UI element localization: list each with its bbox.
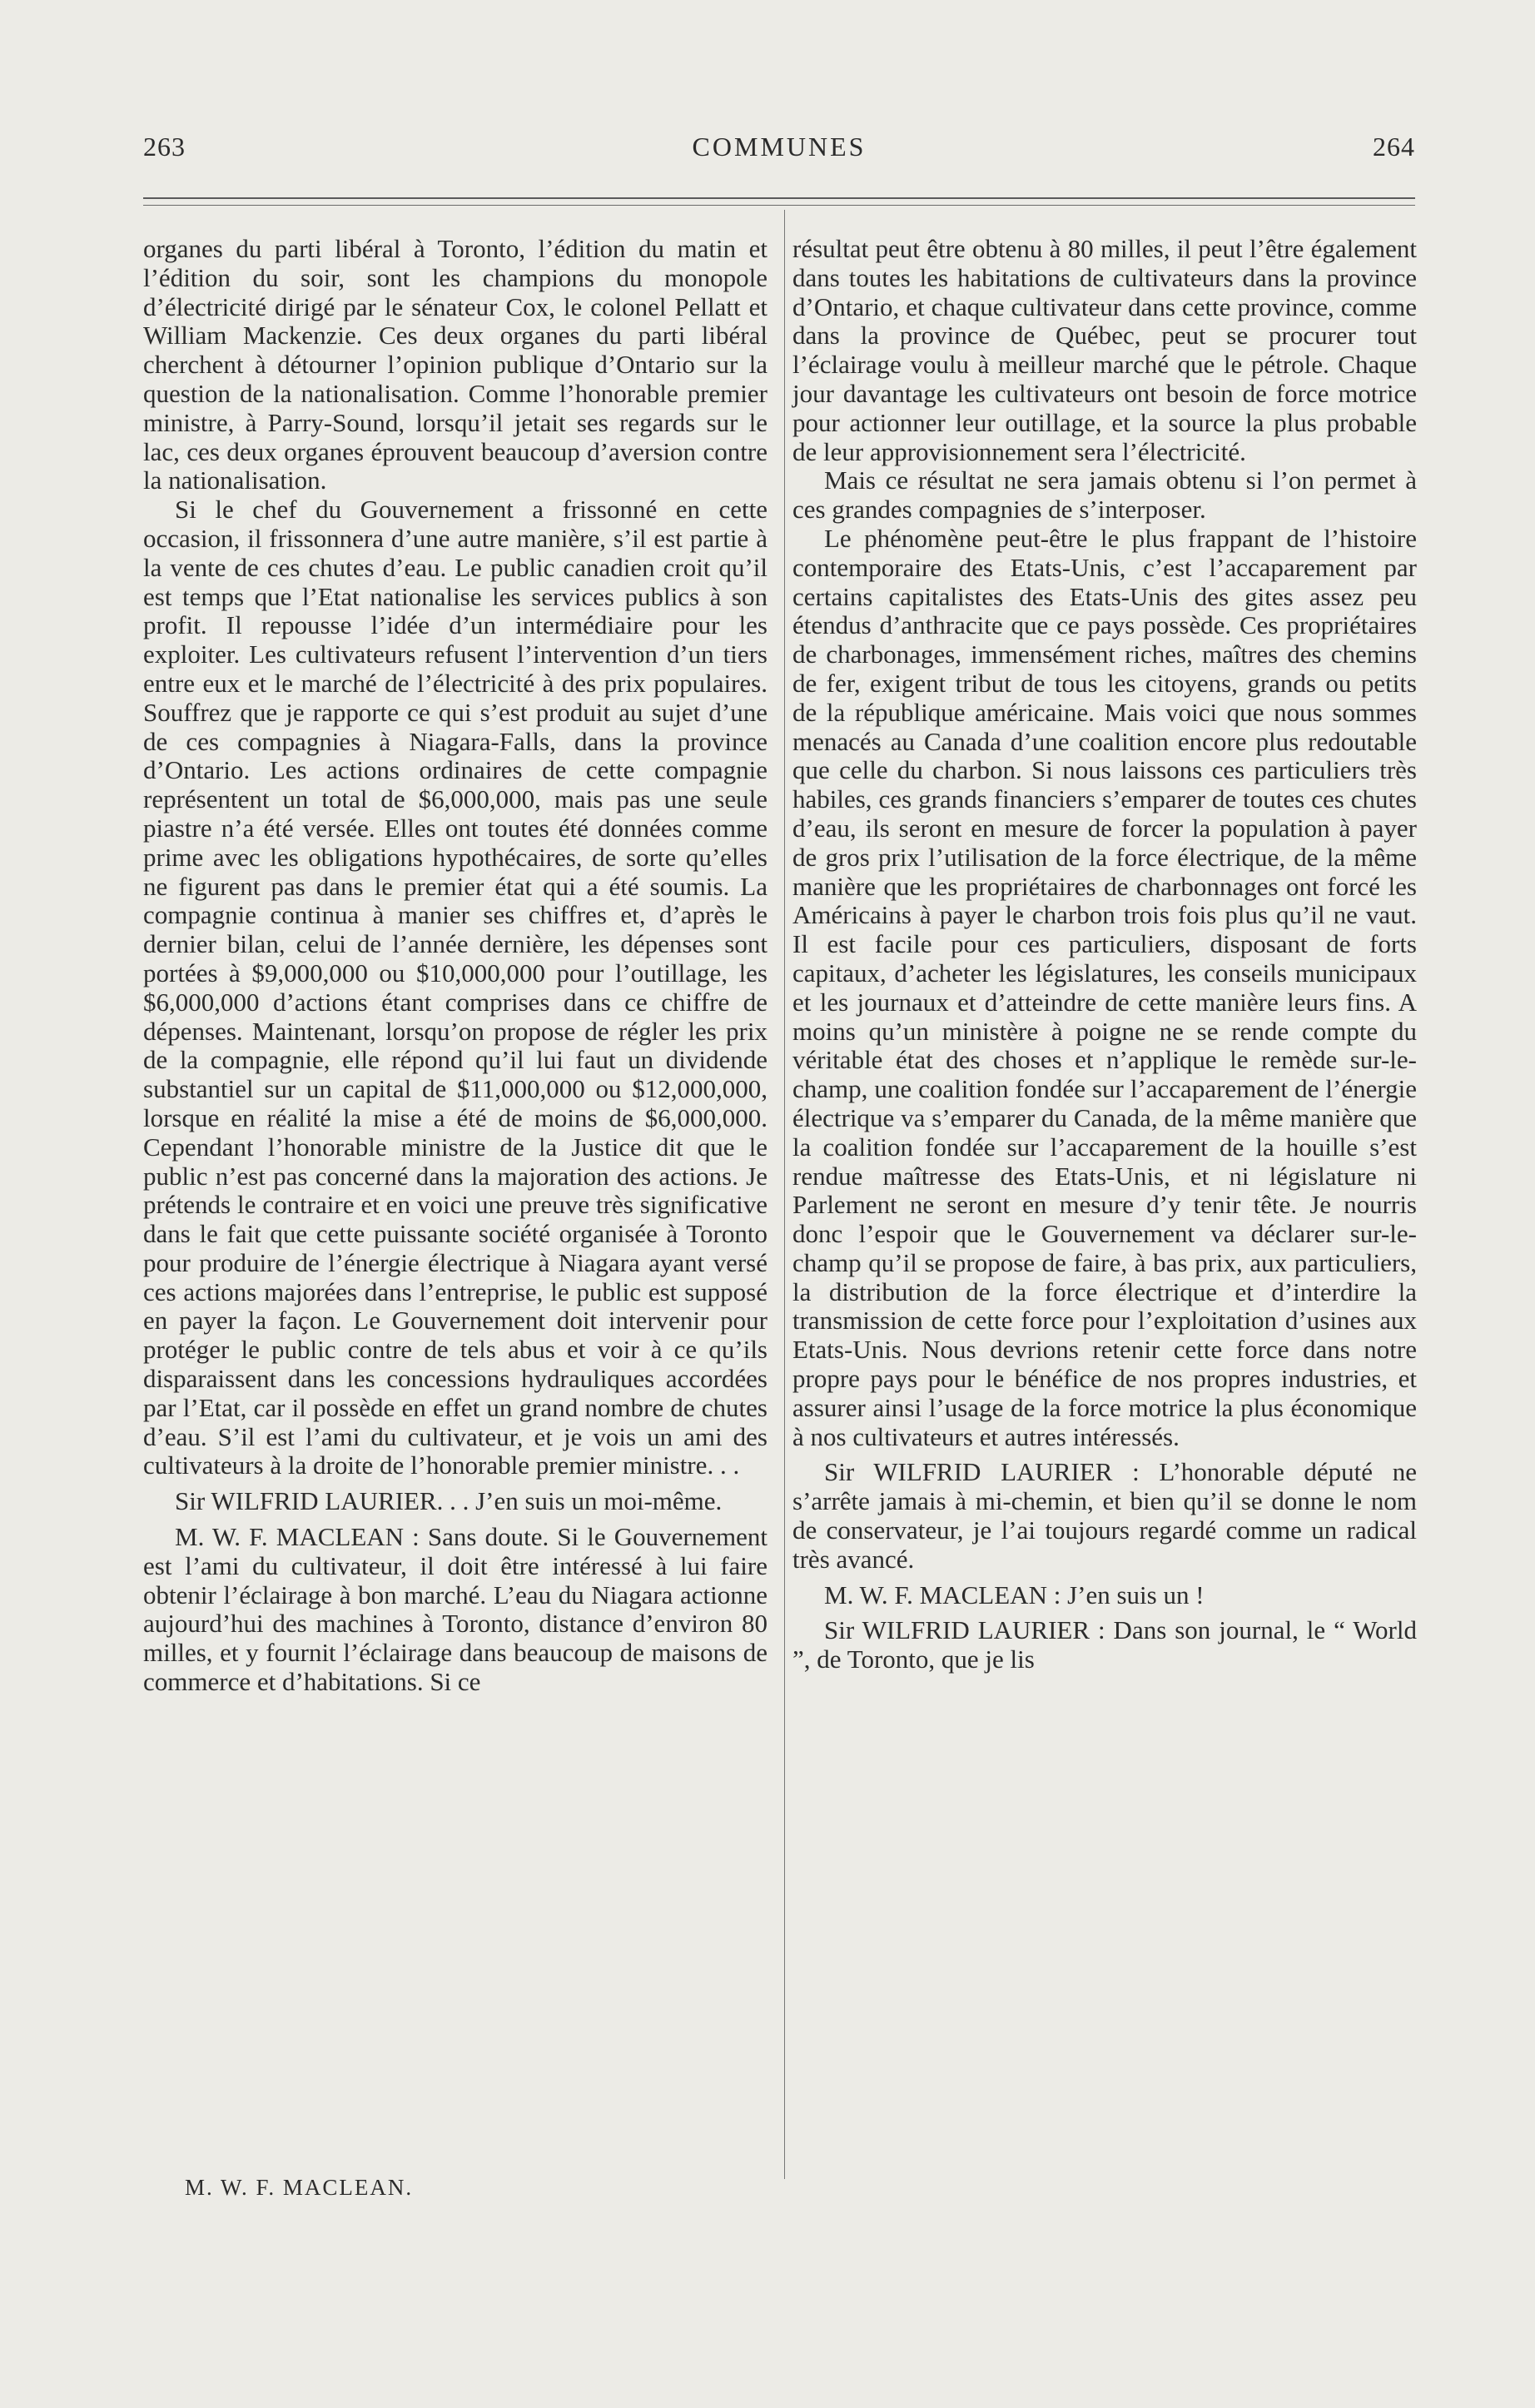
page-number-right: 264 [1373, 132, 1415, 162]
speaker-paragraph: M. W. F. MACLEAN : Sans doute. Si le Gouvernement est l’ami du cultivateur, il doit être intéressé à lui faire obtenir l’éclairage à bon marché. L’eau du Niagara actionne aujourd’hui des machines à Toronto, distance d’environ 80 milles, et y fournit l’éclairage dans beaucoup de maisons de commerce et d’habitations. Si ce [143, 1522, 768, 1697]
left-column [143, 235, 768, 1697]
column-divider [784, 210, 785, 2179]
header-rule-thin [143, 205, 1415, 206]
running-foot: M. W. F. MACLEAN. [185, 2175, 414, 2200]
speaker-paragraph: Sir WILFRID LAURIER : L’honorable député ne s’arrête jamais à mi-chemin, et bien qu’il se donne le nom de conservateur, je l’ai toujours regardé comme un radical très avancé. [792, 1457, 1417, 1574]
paragraph: Le phénomène peut-être le plus frappant de l’histoire contemporaire des Etats-Unis, c’est l’accaparement par certains capitalistes des Etats-Unis des gites assez peu étendus d’anthracite que ce pays possède. Ces propriétaires de charbonages, immensément riches, maîtres des chemins de fer, exigent tribut de tous les citoyens, grands ou petits de la république américaine. Mais voici que nous sommes menacés au Canada d’une coalition encore plus redoutable que celle du charbon. Si nous laissons ces particuliers très habiles, ces grands financiers s’emparer de toutes ces chutes d’eau, ils seront en mesure de forcer la population à payer de gros prix l’utilisation de la force électrique, de la même manière que les propriétaires de charbonnages ont forcé les Américains à payer le charbon trois fois plus qu’il ne vaut. Il est facile pour ces particuliers, disposant de forts capitaux, d’acheter les législatures, les conseils municipaux et les journaux et d’atteindre de cette manière leurs fins. A moins qu’un ministère à poigne ne se rende compte du véritable état des choses et n’applique le remède sur-le-champ, une coalition fondée sur l’accaparement de l’énergie électrique va s’emparer du Canada, de la même manière que la coalition fondée sur l’accaparement de la houille s’est rendue maîtresse des Etats-Unis, et ni législature ni Parlement ne seront en mesure d’y tenir tête. Je nourris donc l’espoir que le Gouvernement va déclarer sur-le-champ qu’il se propose de faire, à bas prix, aux particuliers, la distribution de la force électrique et d’interdire la transmission de cette force pour l’exploitation d’usines aux Etats-Unis. Nous devrions retenir cette force dans notre propre pays pour le bénéfice de nos propres industries, et assurer ainsi l’usage de la force motrice la plus économique à nos cultivateurs et autres intéressés. [792, 523, 1417, 1451]
paragraph: résultat peut être obtenu à 80 milles, il peut l’être également dans toutes les habitations de cultivateurs dans la province d’Ontario, et chaque cultivateur dans cette province, comme dans la province de Québec, peut se procurer tout l’éclairage voulu à meilleur marché que le pétrole. Chaque jour davantage les cultivateurs ont besoin de force motrice pour actionner leur outillage, et la source la plus probable de leur approvisionnement sera l’électricité. [792, 234, 1417, 466]
speaker-paragraph: M. W. F. MACLEAN : J’en suis un ! [824, 1580, 1205, 1609]
header-rule-thick [143, 197, 1415, 199]
page-header [143, 125, 1415, 175]
running-title: COMMUNES [692, 132, 867, 162]
speaker-paragraph: Sir WILFRID LAURIER. . . J’en suis un moi-même. [175, 1486, 723, 1516]
speaker-paragraph: Sir WILFRID LAURIER : Dans son journal, le “ World ”, de Toronto, que je lis [792, 1615, 1417, 1674]
paragraph: organes du parti libéral à Toronto, l’édition du matin et l’édition du soir, sont les champions du monopole d’électricité dirigé par le sénateur Cox, le colonel Pellatt et William Mackenzie. Ces deux organes du parti libéral cherchent à détourner l’opinion publique d’Ontario sur la question de la nationalisation. Comme l’honorable premier ministre, à Parry-Sound, lorsqu’il jetait ses regards sur le lac, ces deux organes éprouvent beaucoup d’aversion contre la nationalisation. [143, 234, 768, 495]
paragraph: Si le chef du Gouvernement a frissonné en cette occasion, il frissonnera d’une autre manière, s’il est partie à la vente de ces chutes d’eau. Le public canadien croit qu’il est temps que l’Etat nationalise les services publics à son profit. Il repousse l’idée d’un intermédiaire pour les exploiter. Les cultivateurs refusent l’intervention d’un tiers entre eux et le marché de l’électricité à des prix populaires. Souffrez que je rapporte ce qui s’est produit au sujet d’une de ces compagnies à Niagara-Falls, dans la province d’Ontario. Les actions ordinaires de cette compagnie représentent un total de $6,000,000, mais pas une seule piastre n’a été versée. Elles ont toutes été données comme prime avec les obligations hypothécaires, de sorte qu’elles ne figurent pas dans le premier état qui a été soumis. La compagnie continua à manier ses chiffres et, d’après le dernier bilan, celui de l’année dernière, les dépenses sont portées à $9,000,000 ou $10,000,000 pour l’outillage, les $6,000,000 d’actions étant comprises dans ce chiffre de dépenses. Maintenant, lorsqu’on propose de régler les prix de la compagnie, elle répond qu’il lui faut un dividende substantiel sur un capital de $11,000,000 ou $12,000,000, lorsque en réalité la mise a été de moins de $6,000,000. Cependant l’honorable ministre de la Justice dit que le public n’est pas concerné dans la majoration des actions. Je prétends le contraire et en voici une preuve très significative dans le fait que cette puissante société organisée à Toronto pour produire de l’énergie électrique à Niagara ayant versé ces actions majorées dans l’entreprise, le public est supposé en payer la façon. Le Gouvernement doit intervenir pour protéger le public contre de tels abus et voir à ce qu’ils disparaissent dans les concessions hydrauliques accordées par l’Etat, car il possède en effet un grand nombre de chutes d’eau. S’il est l’ami du cultivateur, et je vois un ami des cultivateurs à la droite de l’honorable premier ministre. . . [143, 495, 768, 1480]
paragraph: Mais ce résultat ne sera jamais obtenu si l’on permet à ces grandes compagnies de s’interposer. [792, 465, 1417, 525]
right-column [792, 235, 1417, 1674]
page-number-left: 263 [143, 132, 186, 162]
